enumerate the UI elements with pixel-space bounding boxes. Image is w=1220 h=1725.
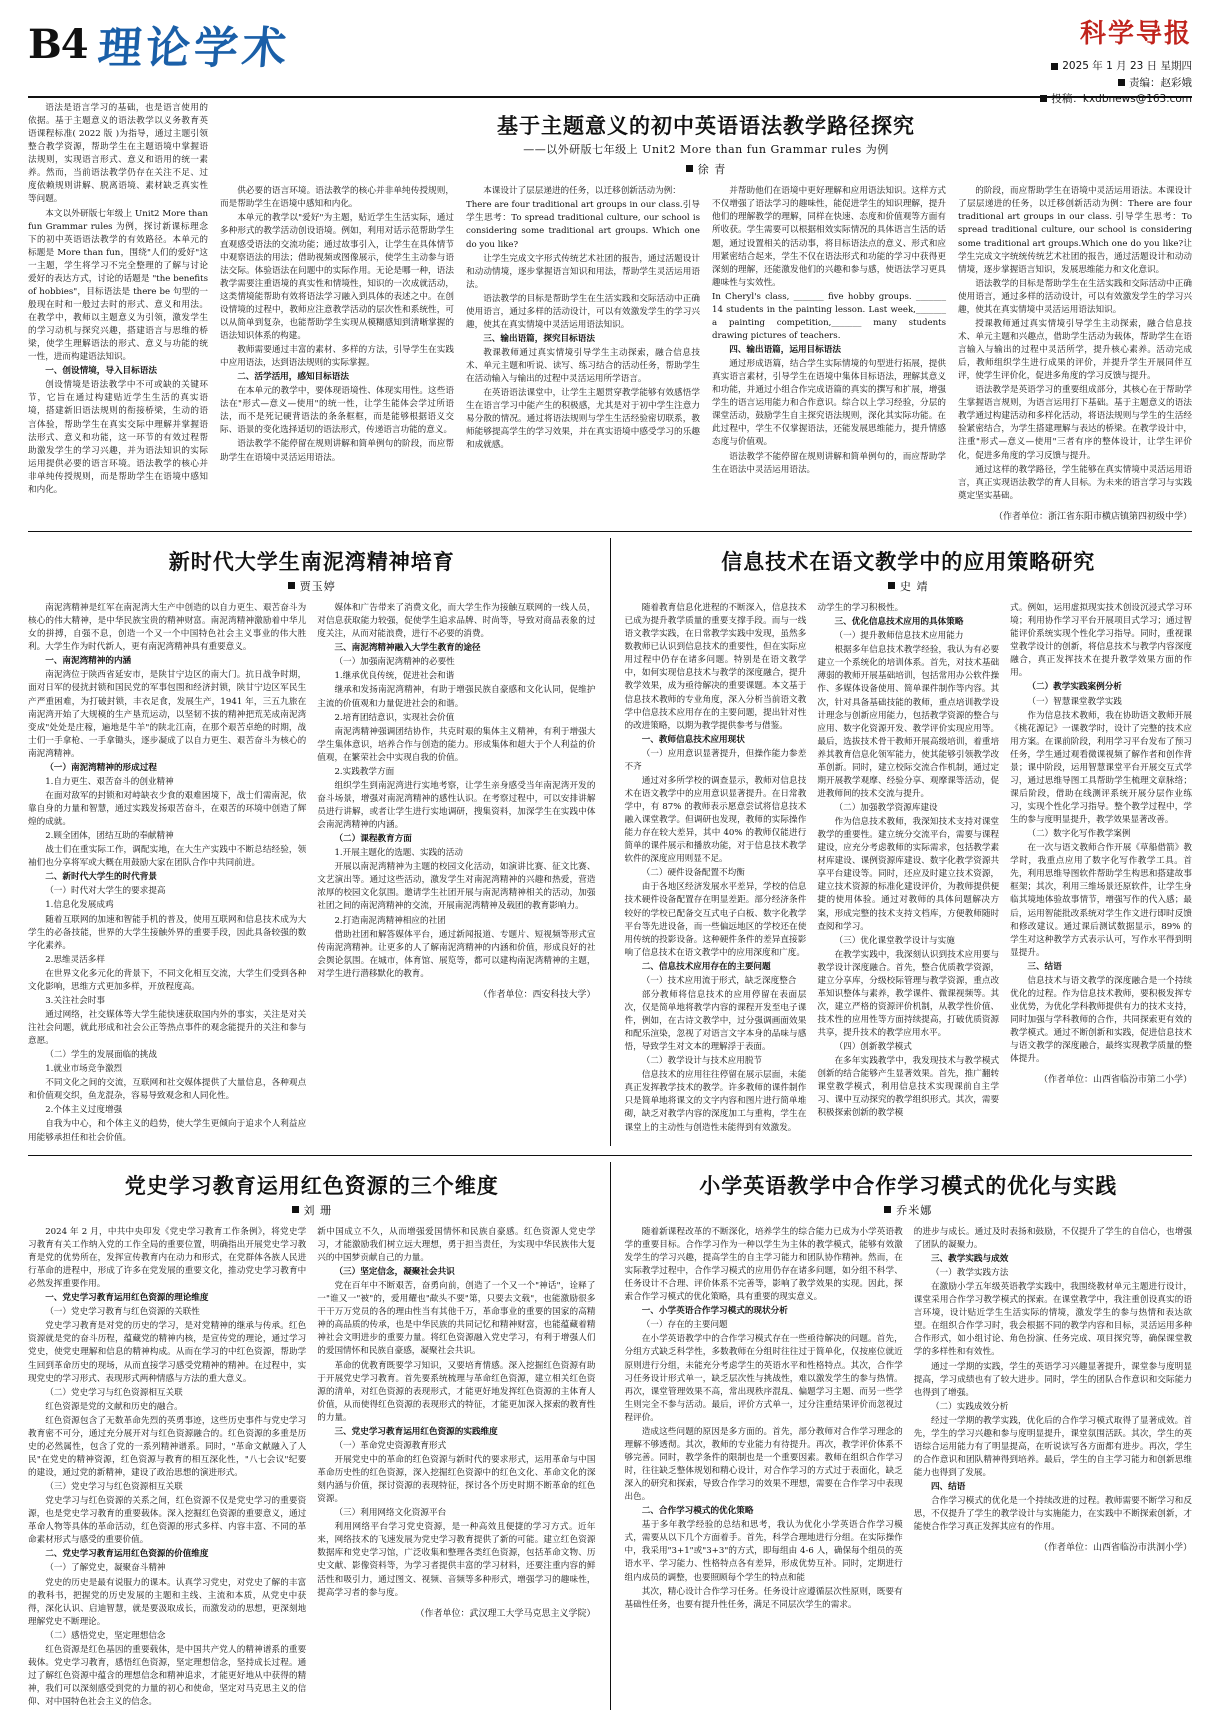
paragraph: 1.就业市场竞争激烈 [45, 1064, 123, 1075]
paragraph: 继承和发扬南泥湾精神，有助于增强民族自豪感和文化认同，促维护主流的价值观和力量促进社会的和谐。 [317, 685, 596, 709]
article-5-col-2 [914, 1226, 1192, 1613]
paragraph: 南泥湾精神强调团结协作，共克时艰的集体主义精神，有利于增强大学生集体意识，培养合作与创造的能力。形成集体和超大于个人利益的价值观，在繁荣社会中实现自我的价值。 [317, 726, 596, 763]
paragraph: 合作学习模式的优化是一个持续改进的过程。教师需要不断学习和反思，不仅提升了学生的教学设计与实施能力，在实践中不断探索创新，才能使合作学习真正发挥其应有的作用。 [913, 1496, 1192, 1533]
paragraph: 2.培育团结意识，实现社会价值 [334, 712, 455, 723]
article-4 [28, 1162, 610, 1711]
paragraph: 1.自力更生、艰苦奋斗的创业精神 [45, 776, 174, 787]
divider [28, 1155, 1192, 1156]
paragraph: 并帮助他们在语境中更好理解和应用语法知识。这样方式不仅增强了语法学习的趣味性，能促进学生的知识理解，提升他们的理解教学的理解，同样在快速、态度和价值观等方面有所收获。学生需要可以根据相效实际情况的具体语言生活的话题，通过设置相关的活动事，将目标语法点的意义、形式和应用紧密结合起来，学生不仅在语法形式和功能的学习中获得更深刻的理解，还能激发他们的兴趣和参与感，使语法学习更具趣味性与实效性。 [712, 186, 946, 288]
author-name: 乔米娜 [896, 1203, 933, 1217]
article-3-col-2 [817, 602, 999, 1136]
paragraph: （一）时代对大学生的要求提高 [45, 886, 166, 897]
subheading: 三、教学实践与成效 [930, 1254, 1009, 1265]
author-name: 徐 青 [697, 163, 727, 177]
paragraph: 造成这些问题的原因是多方面的。首先，部分教师对合作学习理念的理解不够透彻。其次，教师的专业能力有待提升。再次，教学评价体系不够完善。同时，教学条件的限制也是一个重要因素。教师在组织合作学习时，往往缺乏整体规划和精心设计，对合作学习的方式过于表面化，缺乏深入的研究和探索，导致合作学习的效果不理想，需要在合作学习中表现出色。 [624, 1426, 903, 1503]
paragraph: 在小学英语教学中的合作学习模式存在一些亟待解决的问题。首先，分组方式缺乏科学性，多数教师在分组时往往过于简单化，仅按座位就近原则进行分组，未能充分考虑学生的英语水平和性格特点。其次，合作学习任务设计形式单一，缺乏层次性与挑战性，难以激发学生的参与热情。再次，课堂管理效果不高，常出现秩序混乱、偏题学习主题、而另一些学生则完全不参与活动。最后，评价方式单一，过分注重结果评价而忽视过程评价。 [624, 1334, 903, 1423]
paragraph: 本课设计了层层递进的任务，以迁移创新活动为例： [483, 186, 681, 197]
bullet-square-icon [1118, 79, 1125, 86]
article-3-col-3 [1010, 602, 1192, 1136]
paragraph: 信息技术的应用往往停留在展示层面，未能真正发挥教学技术的教学。许多教师的课件制作只是简单地将课文的文字内容和图片进行简单堆砌，缺乏对教学内容的深度加工与重构，学生在课堂上的主动性与创造性未能得到有效激发。 [624, 1070, 807, 1133]
bottom-row [28, 1162, 1192, 1711]
paragraph: 通过这样的教学路径，学生能够在真实情境中灵活运用语言，真正实现语法教学的育人目标。为未来的语言学习与实践奠定坚实基础。 [958, 464, 1192, 501]
paragraph: 通过一学期的实践，学生的英语学习兴趣显著提升，课堂参与度明显提高，学习成绩也有了较大进步。同时，学生的团队合作意识和交际能力也得到了增强。 [913, 1361, 1192, 1398]
subheading: 一、小学英语合作学习模式的现状分析 [641, 1306, 788, 1317]
paragraph: 党在百年中不断艰苦，奋勇向前，创造了一个又一个"神话"，诠释了一"谁又一"被"的，爱用耀也"歃头不要"第，只要去文载"，也能激励很多干干万万党员的各的理由性当有其他千万，革命事业的重要的国家的高精神的高品质的传承，也是中华民族的共同记忆和精神财富，也能蕴藏着精神社会文明进步的重要力量。将红色资源融入党史学习，有利于增强人们的爱国情怀和民族自豪感，凝聚社会共识。 [317, 1281, 596, 1357]
paragraph: （三）党史学习与红色资源相互关联 [45, 1482, 183, 1493]
article-5-signature: （作者单位：山西省临汾市洪洞小学） [1038, 1543, 1192, 1554]
section-title: 理论学术 [95, 23, 292, 74]
author-name: 史 靖 [900, 580, 929, 594]
paragraph: 在英语语法课堂中，让学生主题贯穿教学能够有效感悟学生在语言学习中能产生的积极感，尤其是对于初中学生注意力易分散的情况。通过将语法规则与学生生活经验密切联系，教师能够提高学生的学习效果，并在真实语境中感受学习的乐趣和成就感。 [466, 388, 700, 451]
paragraph: 红色资源是党的文献和历史的融合。 [45, 1401, 183, 1412]
paragraph: （二）感悟党史，坚定理想信念 [45, 1630, 166, 1641]
article-3-title: 信息技术在语文教学中的应用策略研究 [721, 548, 1096, 574]
paragraph: 1.开展主题化的选题、实践的活动 [334, 848, 463, 859]
paragraph: 语法教学不能停留在规则讲解和简单例句的阶段，而应帮助学生在语境中灵活运用语法。 [220, 439, 454, 463]
paragraph: （一）应用意识显著提升，但操作能力参差不齐 [624, 748, 807, 772]
article-2-signature: （作者单位：西安科技大学） [478, 989, 596, 1000]
paragraph: 党史学习与红色资源的关系之间，红色资源不仅是党史学习的重要资源，也是党史学习教育的重要载体。深入挖掘红色资源的重要意义，通过革命人物等具体的革命活动，红色资源的形式多样、内容丰富、不同的革命素材形式与感受的重要价值。 [28, 1496, 307, 1546]
subheading: 一、党史学习教育运用红色资源的理论维度 [45, 1293, 209, 1304]
paragraph: 1.继承优良传统，促进社会和谐 [334, 671, 455, 682]
paragraph: 红色资源是红色基因的重要载体，是中国共产党人的精神谱系的重要载体。党史学习教育，感悟红色资源，坚定理想信念，坚持成长过程。通过了解红色资源中蕴含的理想信念和精神追求，才能更好地从中获得的精神，我们可以深刻感受到党的力量的初心和使命，坚定对马克思主义的信仰、对中国特色社会主义的信念。 [28, 1644, 307, 1708]
subheading: 四、输出语篇，运用目标语法 [729, 345, 841, 356]
paragraph: 语法是语言学习的基础，也是语言使用的依据。基于主题意义的语法教学以义务教育英语课程标准( 2022 版 )为指导，通过主题引领整合教学资源，帮助学生在主题语境中掌握语法规则，实现语言形式、意义和语用的统一素养。然而，当前语法教学仍存在关注不足、过度依赖规则讲解、脱离语境、素材缺乏真实性等问题。 [28, 103, 208, 205]
paragraph: 战士们在重实际工作，调配实地，在大生产实践中不断总结经验，领袖们也分享将军或大概在用鼓励大家在团队合作中共同前进。 [28, 845, 307, 869]
subheading: （二）教学实践案例分析 [1027, 682, 1122, 693]
subheading: 一、创设情境，导入目标语法 [45, 366, 157, 377]
article-3 [610, 538, 1193, 1146]
subheading: 一、教师信息技术应用现状 [641, 734, 745, 745]
paragraph: 信息技术与语文教学的深度融合是一个持续优化的过程。作为信息技术教师，要积极发挥专业优势，为优化学科教师提供有力的技术支持，同时加强与学科教师的合作，共同探索更有效的教学模式。通过不断创新和实践，促进信息技术与语文教学的深度融合，最终实现教学质量的整体提升。 [1010, 975, 1192, 1065]
bullet-square-icon [888, 582, 895, 589]
paragraph: 在激励小学五年级英语教学实践中，我围绕教材单元主题进行设计，课堂采用合作学习教学模式的探索。在课堂教学中，我注重创设真实的语言环境，设计贴近学生生活实际的情境，激发学生的参与热情和表达欲望。在组织合作学习时，我会根据不同的教学内容和目标，灵活运用多种合作形式，如小组讨论、角色扮演、任务完成、项目探究等，确保课堂教学的多样性和有效性。 [913, 1282, 1192, 1358]
paragraph: 新中国成立不久，从而增强爱国情怀和民族自豪感。红色资源人党史学习，才能激励我们树立远大理想，勇于担当责任，为实现中华民族伟大复兴的中国梦贡献自己的力量。 [317, 1226, 596, 1264]
article-4-signature: （作者单位：武汉理工大学马克思主义学院） [415, 1608, 596, 1619]
paragraph: 2.个体主义过度增强 [45, 1105, 123, 1116]
paragraph: 语法教学是英语学习的重要组成部分，其核心在于帮助学生掌握语言规则，为语言运用打下基础。基于主题意义的语法教学通过构建活动和多样化活动，将语法规则与学生的生活经验紧密结合，为学生搭建理解与表达的桥梁。在教学设计中，注重"形式—意义—使用"三者有序的整体设计，让学生评价化，促进多角度的学习反馈与提升。 [958, 385, 1192, 461]
paragraph: 在多年实践教学中，我发现技术与教学模式创新的结合能够产生显著效果。首先，推广翻转课堂教学模式，利用信息技术实现课前自主学习、课中互动探究的教学组织形式。其次，需要积极探索创新的教学模 [817, 1056, 1000, 1119]
paragraph: （一）加强南泥湾精神的必要性 [334, 657, 455, 668]
article-1-col-4 [712, 185, 946, 522]
paragraph: 通过网络，社交媒体等大学生能快速获取国内外的事实，关注是对关注社会问题，就此形成和社会公正等热点事件的观念能提升的关注和参与意愿。 [28, 1009, 307, 1047]
paragraph: 开展以南泥湾精神为主题的校园文化活动，如演讲比赛、征文比赛、文艺演出等。通过这些活动，激发学生对南泥湾精神的兴趣和热爱，营造浓厚的校园文化氛围。邀请学生社团开展与南泥湾精神相关的活动，加强社团之间的南泥湾精神的交流，开展南泥湾精神及载团的教育影响力。 [317, 862, 596, 912]
section-code: B4 [28, 21, 88, 68]
paragraph: （一）智慧课堂教学实践 [1027, 696, 1122, 707]
article-3-col-1 [625, 602, 807, 1136]
paragraph: （二）硬件设备配置不均衡 [641, 868, 745, 879]
divider [28, 531, 1192, 532]
bullet-square-icon [1051, 63, 1058, 70]
paragraph: 2.打造南泥湾精神相应的社团 [334, 915, 446, 926]
editor-line: 责编：赵彩娥 [1129, 76, 1192, 89]
paragraph: 2.实践教学方面 [334, 766, 395, 777]
paragraph: （二）数字化写作教学案例 [1027, 829, 1131, 840]
article-2-title: 新时代大学生南泥湾精神培育 [168, 548, 455, 574]
article-1-col-5 [958, 185, 1192, 522]
mail-line: 投稿：kxdbnews@163.com [1051, 92, 1192, 105]
article-1-lead-column [28, 102, 208, 522]
paragraph: 根据多年信息技术教学经验，我认为有必要建立一个系统化的培训体系。首先，对技术基础薄弱的教师开展基础培训，包括常用办公软件操作、多媒体设备使用、简单课件制作等内容。其次，针对具备基础技能的教师，重点培训教学设计理念与创新应用能力，包括教学资源的整合与应用、数字化资源开发、教学评价实现应用等。最后，选拔技术骨干教师开展高级培训，着重培养其教育信息化领军能力，使其能够引领教学改革创新。同时，建立校际交流合作机制，通过定期开展教学观摩、经验分享、观摩课等活动，促进教师间的技术交流与提升。 [817, 645, 1000, 799]
paragraph: （二）教学设计与技术应用脱节 [641, 1056, 763, 1067]
paragraph: （一）存在的主要问题 [641, 1320, 728, 1331]
example-sentence: In Cheryl's class, _______ five hobby groups. _______ 14 students in the painting lesson. Last week,_______ a painting competition,_______ many students drawing pictures of teachers. [712, 291, 946, 341]
paragraph: 本单元的教学以"爱好"为主题，贴近学生生活实际，通过多种形式的教学活动创设语境。例如，利用对话示范帮助学生直观感受语法的交流功能；通过故事引入，让学生在具体情节中观察语法的用法；借助视频或图像展示，使学生主动参与语法交际。体验语法在问题中的实际作用。无论是哪一种，语法教学需要注重语境的真实性和情境性，知识的一次成就活动，这类情境能帮助有效将语法学习融入到具体的表述之中。在创设情境的过程中，教师应注意教学活动的层次性和系统性，可以从简单到复杂，也能帮助学生实现从模糊感知到清晰掌握的语法知识体系的构建。 [220, 213, 454, 341]
paragraph: 组织学生到南泥湾进行实地考察，让学生亲身感受当年南泥湾开发的奋斗场景，增强对南泥湾精神的感性认识。在考察过程中，可以安排讲解员进行讲解，或者让学生进行实地调研，搜集资料，加深学生在实践中体会南泥湾精神的内涵。 [317, 780, 596, 831]
paragraph: （二）实践成效分析 [930, 1401, 1009, 1412]
paragraph: （四）创新教学模式 [834, 1042, 912, 1053]
paragraph: 3.关注社会时事 [45, 995, 105, 1006]
paragraph: 革命的优教育既要学习知识，又要培育情感。深入挖掘红色资源有助于开展党史学习教育。首先要系统梳理与革命红色资源，建立相关红色资源的清单，对红色资源的表现形式，才能更好地发挥红色资源的主体育人价值，从而使得红色资源的表现形式的特征，才能更加深入探索的教育性的力量。 [317, 1360, 596, 1423]
paragraph: 部分教师将信息技术的应用停留在表面层次，仅是简单地将教学内容的课程开发至电子课件，例如，在古诗文教学中，过分强调画面效果和配乐渲染，忽视了对语言文字本身的品味与感悟，导致学生对文本的理解浮于表面。 [624, 989, 807, 1053]
paragraph: （二）党史学习与红色资源相互关联 [45, 1387, 183, 1398]
article-4-title: 党史学习教育运用红色资源的三个维度 [124, 1172, 499, 1198]
subheading: 三、党史学习教育运用红色资源的实践维度 [334, 1426, 498, 1437]
paragraph: 随着互联网的加速和智能手机的普及，使用互联网和信息技术成为大学生的必备技能，世界的大学生接触外界的重要手段，因此具备较强的数字化素养。 [28, 914, 307, 951]
paragraph: 通过对多所学校的调查显示，教师对信息技术在语文教学中的应用意识显著提升。在日常教学中，有 87% 的教师表示愿意尝试将信息技术融入课堂教学。但调研也发现，教师的实际操作能力存在较大差异，其中 40% 的教师仅能进行简单的课件展示和播放功能，对于信息技术教学软件的深度应用则显不足。 [624, 775, 807, 865]
paragraph: 本文以外研版七年级上 Unit2 More than fun Grammar rules 为例，探讨新课标理念下的初中英语语法教学的有效路径。本单元的标题是 More than fun，围绕"人们的爱好"这一主题，学生将学习不完全整理的了解与讨论爱好的表达方式，讨论的话题是 "the benefits of hobbies"，目标语法是 there be 句型的一般现在时和一般过去时的形式、意义和用法。在教学中，教师以主题意义为引领，激发学生的学习动机与探究兴趣，搭建语言与思维的桥梁，使学生理解语法的形式、意义与功能的统一性，进而构建语法知识。 [28, 208, 208, 363]
article-2-col-2 [317, 602, 595, 1146]
paragraph: 借助社团和解答媒体平台，通过新闻报道、专题片、短视频等形式宣传南泥湾精神。让更多的人了解南泥湾精神的内涵和价值，形成良好的社会舆论氛围。在城市，体育馆、展览等，都可以建构南泥湾精神的主题，对学生进行潜移默化的教育。 [317, 929, 596, 979]
paragraph: 创设情境是语法教学中不可或缺的关键环节，它旨在通过构建贴近学生生活的真实语境，搭建新旧语法规则的衔接桥梁，生动的语言体验，帮助学生在真实交际中理解并掌握语法形式、意义和功能，这一环节的有效过程帮助激发学生的学习兴趣，并为语法知识的实际运用提供必要的语言环境。语法教学的核心并非单纯传授规则，而是帮助学生在语境中感知和内化。 [28, 380, 208, 495]
article-2 [28, 538, 610, 1146]
subheading: 二、活学活用，感知目标语法 [237, 372, 349, 383]
article-4-col-1 [28, 1226, 306, 1710]
article-1-col-2 [220, 185, 454, 522]
paragraph: （一）革命党史资源教育形式 [334, 1440, 447, 1451]
paragraph: 教课教师通过真实情境引导学生主动探索，融合信息技术、单元主题和听说、读写、练习结合的活动任务，帮助学生在活动输入与输出的过程中灵活运用所学语言。 [466, 348, 700, 385]
paragraph: （三）利用网络文化资源平台 [334, 1508, 447, 1519]
paragraph: 在世界文化多元化的背景下，不同文化相互交流，大学生们受到各种文化影响，思维方式更加多样，开放程度高。 [28, 968, 307, 992]
article-1-title: 基于主题意义的初中英语语法教学路径探究 [497, 113, 915, 138]
paragraph: 经过一学期的教学实践，优化后的合作学习模式取得了显著成效。首先，学生的学习兴趣和参与度明显提升，课堂氛围活跃。其次，学生的英语综合运用能力有了明显提高，在听说读写各方面都有进步。再次，学生的合作意识和团队精神得到培养。最后，学生的自主学习能力和创新思维能力也得到了发展。 [913, 1415, 1192, 1479]
paragraph: 党史学习教育是对党的历史的学习，是对党精神的继承与传承。红色资源就是党的奋斗历程，蕴藏党的精神内核，是宣传党的理论，通过学习党史，使党史理解和信息的精神构成。从而在学习的中红色资源，帮助学生回到革命历史的现场，从而直接学习感受党精神的精神。在过程中，实现党史的学习形式、表现形式两种情感与方法的重大意义。 [28, 1321, 307, 1384]
paragraph: 2024 年 2 月，中共中央印发《党史学习教育工作条例》，将党史学习教育有关工作纳入党的工作全局的重要位置，明确指出开展党史学习教育是党的优势所在，发挥宣传教育内在动力和形式，在党群体各族人民进行革命的进程中，形成了许多在党发展的重要文化，推动党史学习教育中必然发挥重要作用。 [28, 1226, 307, 1290]
paragraph: 的进步与成长。通过及时表扬和鼓励，不仅提升了学生的自信心，也增强了团队的凝聚力。 [913, 1226, 1192, 1250]
bullet-square-icon [292, 1206, 299, 1213]
paragraph: 在教学实践中，我深刻认识到技术应用要与教学设计深度融合。首先，整合优质教学资源，建立分享库，分级校际管理与教学资源，重点改革知识整体与素养，教学课件、微课视频等。其次，建立严格的资源评价机制，从教学性价值、技术性的应用性等方面持续提高，打破优质资源共享，提升技术的教学应用水平。 [817, 949, 1000, 1039]
paragraph: 随着教育信息化进程的不断深入，信息技术已成为提升教学质量的重要支撑手段。而与一线语文教学实践，在日常教学实践中发现，虽然多数教师已认识到信息技术的重要性，但在实际应用过程中仍存在诸多问题。特别是在语文教学中，如何实现信息技术与教学的深度融合，提升教学效果，成为亟待解决的重要课题。本文基于信息技术教师的专业角度，深入分析当前语文教学中信息技术应用存在的主要问题，提出针对性的改进策略，以期为教学提供参考与借鉴。 [624, 603, 807, 731]
paragraph: 语法教学不能停留在规则讲解和简单例句的，而应帮助学生在语法中灵活运用语法。 [712, 451, 946, 475]
date-line: 2025 年 1 月 23 日 星期四 [1062, 60, 1192, 73]
paper-name: 科学导报 [1079, 19, 1192, 49]
paragraph: 在面对敌军的封锁和对峙缺衣少食的艰难困境下，战士们需南泥，依靠自身的力量和智慧，通过实践发扬艰苦奋斗，在艰苦的环境中创造了辉煌的成就。 [28, 790, 307, 828]
masthead-right [1040, 14, 1192, 107]
paragraph: 式。例如，运用虚拟现实技术创设沉浸式学习环境；利用协作学习平台开展项目式学习；通过智能评价系统实现个性化学习指导。同时，重视课堂教学设计的创新，将信息技术与教学内容深度融合，真正发挥技术在提升教学效果方面的作用。 [1010, 603, 1192, 679]
paragraph: 2.思维灵活多样 [45, 954, 105, 965]
paragraph: 利用网络平台学习党史资源，是一种高效且便捷的学习方式。近年来，网络技术的飞速发展为党史学习教育提供了新的可能。建立红色资源数据库和党史学习馆，广泛收集和整理各类红色资源，包括革命文物、历史文献、影像资料等，为学习者提供丰富的学习材料，还要注重内容的鲜活性和吸引力，通过图文、视频、音频等多种形式，增强学习的趣味性，提高学习者的参与度。 [317, 1522, 596, 1598]
paragraph: 随着新课程改革的不断深化，培养学生的综合能力已成为小学英语教学的重要目标。合作学习作为一种以学生为主体的教学模式，能够有效激发学生的学习兴趣，提高学生的自主学习能力和团队协作精神。然而，在实际教学过程中，合作学习模式的应用仍存在诸多问题，如分组不科学、任务设计不合理、评价体系不完善等，影响了教学效果的实现。因此，探索合作学习模式的优化策略，具有重要的现实意义。 [624, 1226, 903, 1303]
subheading: （三）坚定信念，凝聚社会共识 [334, 1267, 455, 1278]
paragraph: 1.信息化发展成鸡 [45, 900, 114, 911]
subheading: 二、新时代大学生的时代背景 [45, 872, 157, 883]
article-5 [610, 1162, 1193, 1711]
article-4-col-2 [317, 1226, 595, 1710]
article-3-signature: （作者单位：山西省临汾市第二小学） [1038, 1075, 1192, 1086]
article-5-title: 小学英语教学中合作学习模式的优化与实践 [699, 1172, 1118, 1198]
paragraph: 基于多年教学经验的总结和思考，我认为优化小学英语合作学习模式，需要从以下几个方面着手。首先，科学合理地进行分组。在实际操作中，我采用"3+1"或"3+3"的方式，即每组由 4-6 人，确保每个组员的英语水平、学习能力、性格特点各有差异，形成优势互补。同时，定期进行组内成员的调整，也要照顾每个学生的特点和能 [624, 1520, 903, 1583]
paragraph: 媒体和广告带来了消费文化，而大学生作为接触互联网的一线人员，对信息获取能力较强，促使学生追求品牌、时尚等，导致对商品表象的过度关注，从而对能浪费，进行不必要的消费。 [317, 603, 596, 640]
paragraph: 在一次与语文教师合作开展《草船借箭》教学时，我重点应用了数字化写作教学工具。首先，利用思维导图软件帮助学生构思和搭建故事框架；其次，利用三维场景还原软件，让学生身临其境地体验故事情节，增强写作的代入感；最后，运用智能批改系统对学生作文进行即时反馈和修改建议。通过课后测试数据显示，89% 的学生对这种教学方式表示认可，写作水平得到明显提升。 [1010, 843, 1192, 958]
bullet-square-icon [884, 1206, 891, 1213]
paragraph: （二）学生的发展面临的挑战 [45, 1050, 157, 1061]
paragraph: 语法教学的目标是帮助学生在生活实践和交际活动中正确使用语言，通过多样的活动设计，可以有效激发学生的学习兴趣，使其在真实情境中灵活运用语法知识。 [958, 278, 1192, 315]
article-2-col-1 [28, 602, 306, 1146]
paragraph: 由于各地区经济发展水平差异，学校的信息技术硬件设备配置存在明显差距。部分经济条件较好的学校已配备交互式电子白板、数字化教学平台等先进设备，而一些偏远地区的学校还在使用传统的投影设备。这种硬件条件的差异直接影响了信息技术在语文教学中的应用深度和广度。 [624, 882, 807, 958]
paragraph: 党史的历史是最有说服力的课本。认真学习党史，对党史了解的丰富的教科书，把握党的历史发展的主题和主线、主流和本质，从党史中获得，深化认识、启迪智慧，就是要汲取成长，而激发动的思想，更深刻地理解党史不断理论。 [28, 1577, 307, 1627]
paragraph: 作为信息技术教师，我深知技术支持对课堂教学的重要性。建立统分交流平台，需要与课程建设，应充分考虑教师的实际需求，包括教学素材库建设、课例资源库建设、数字化教学资源共享平台建设等。同时，还应及时建立技术资源，建立技术资源的标准化建设评价，为教师提供便捷的使用体验。通过对教师的具体问题解决方案，形成完整的技术支持文档库，方便教师随时查阅和学习。 [817, 817, 1000, 932]
paragraph: 作为信息技术教师，我在协助语文教师开展《桃花源记》一课教学时，设计了完整的技术应用方案。在课前阶段，利用学习平台发布了预习任务，学生通过观看微课视频了解作者和创作背景；课中阶段，运用智慧课堂平台开展交互式学习，通过思维导图工具帮助学生梳理文章脉络；课后阶段，借助在线测评系统开展分层作业练习，实现个性化学习指导。整个教学过程中，学生的参与度明显提升，教学效果显著改善。 [1010, 710, 1192, 826]
subheading: 二、信息技术应用存在的主要问题 [641, 961, 771, 972]
subheading: 一、南泥湾精神的内涵 [45, 656, 132, 667]
paragraph: 南泥湾位于陕西省延安市，是陕甘宁边区的南大门。抗日战争时期，面对日军的侵扰封锁和国民党的军事包围和经济封锁，陕甘宁边区军民生产严重困难，为打破封锁，丰衣足食，发展生产，1941 年，三五九旅在南泥湾开始了大规模的生产垦荒运动，以坚韧不拔的精神把荒芜成南泥湾变成"处处是庄稼，遍地是牛羊"的陕北江南，在那个艰苦卓绝的时期，战士们一手拿枪、一手拿锄头，逐步凝成了以自力更生、艰苦奋斗为核心的南泥湾精神。 [28, 670, 307, 759]
article-1-body [220, 102, 1192, 522]
subheading: 三、结语 [1027, 961, 1062, 972]
paragraph: （一）了解党史，凝聚奋斗精神 [45, 1563, 166, 1574]
article-5-byline [625, 1202, 1193, 1218]
paragraph: 供必要的语言环境。语法教学的核心并非单纯传授规则，而是帮助学生在语境中感知和内化。 [220, 186, 454, 210]
subheading: 三、优化信息技术应用的具体策略 [834, 617, 964, 628]
example-sentence: There are four traditional art groups in our class.引导学生思考：To spread traditional culture, our school is considering some traditional art groups. Which one do you like? [466, 200, 700, 250]
article-5-col-1 [625, 1226, 903, 1613]
author-name: 贾玉婷 [299, 580, 336, 594]
editor-line-row [1040, 75, 1192, 91]
paragraph: 授课教师通过真实情境引导学生主动探索，融合信息技术、单元主题和兴趣点，借助学生活动为载体，帮助学生在语言输入与输出的过程中灵活所学，提升核心素养。活动完成后，教师组织学生进行成果的评价，并提升学生开展同伴互评，使学生评价化，促进多角度的学习反馈与提升。 [958, 318, 1192, 382]
subheading: 二、合作学习模式的优化策略 [641, 1506, 754, 1517]
bullet-square-icon [686, 165, 693, 172]
article-1-byline [220, 161, 1192, 177]
date-line-row [1040, 58, 1192, 74]
masthead-left [28, 21, 292, 74]
paragraph: 开展党史中的革命的红色资源与新时代的要求形式，运用革命与中国革命历史性的红色资源，深入挖掘红色资源中的红色文化、革命文化的深刻内涵与价值，探讨资源的表现特征，探讨各个历史时期不断革命的红色资源。 [317, 1454, 596, 1505]
paragraph: 动学生的学习积极性。 [817, 603, 904, 614]
paragraph: 自我为中心，和个体主义的趋势，使大学生更倾向于追求个人利益应用能够承担任和社会价值。 [28, 1119, 307, 1143]
paragraph: （一）党史学习教育与红色资源的关联性 [45, 1307, 200, 1318]
subheading: （一）南泥湾精神的形成过程 [45, 762, 157, 773]
paragraph: 红色资源包含了无数革命先烈的英勇事迹，这些历史事件与党史学习教育密不可分，通过充分展开对与红色资源融合的。红色资源的多重是历史的必然属性，包含了党的一系列精神谱系。同时，"革命文献融入了人民"在党史的精神资源，红色资源与教育的相互深化性，"八七会议"纪要的建设，通过党的新精神，建设了政治思想的演进形式。 [28, 1415, 307, 1479]
paragraph: （一）提升教师信息技术应用能力 [834, 631, 964, 642]
author-name: 刘 珊 [303, 1203, 332, 1217]
middle-row [28, 538, 1192, 1146]
article-2-byline [28, 578, 596, 594]
paragraph: （二）加强教学资源库建设 [834, 803, 938, 814]
paragraph: （一）教学实践方法 [930, 1268, 1009, 1279]
article-1-subtitle: ——以外研版七年级上 Unit2 More than fun Grammar rules 为例 [523, 143, 889, 157]
article-1-signature: （作者单位：浙江省东阳市横店镇第四初级中学） [993, 511, 1192, 522]
article-3-byline [625, 578, 1193, 594]
bullet-square-icon [288, 582, 295, 589]
paragraph: 通过形成语篇，结合学生实际情境的句型进行拓展，提供真实语言素材，引导学生在语境中集体目标语法，理解其意义和功能，并通过小组合作完成语篇的真实的撰写和扩展，增强学生的语言运用能力和合作意识。综合以上学习经验，分层的课堂活动，鼓励学生自主探究语法规则，深化其实际功能。在此过程中，学生不仅掌握语法，还能发展思维能力，提升情感态度与价值观。 [712, 359, 946, 448]
subheading: 四、结语 [930, 1482, 966, 1493]
subheading: 二、党史学习教育运用红色资源的价值维度 [45, 1549, 209, 1560]
article-4-byline [28, 1202, 596, 1218]
paragraph: 不同文化之间的交流，互联网和社交媒体提供了大量信息，各种观点和价值观交织，鱼龙混杂，容易导致观念和人同化性。 [28, 1078, 307, 1102]
paragraph: 2.顾全团体，团结互助的奉献精神 [45, 831, 174, 842]
subheading: （二）课程教育方面 [334, 834, 412, 845]
paragraph: （三）优化课堂教学设计与实施 [834, 935, 955, 946]
paragraph: 让学生完成文字形式传统艺术社团的报告，通过活题设计和动动情境，逐步掌握语言知识和用法，帮助学生灵活运用语法。 [466, 253, 700, 290]
subheading: 三、输出语篇，探究目标语法 [483, 333, 595, 344]
paragraph: 教师需要通过丰富的素材、多样的方法，引导学生在实践中应用语法，达到语法规则的实际掌握。 [220, 345, 454, 369]
paragraph: 的阶段，而应帮助学生在语境中灵活运用语法。本课设计了层层递进的任务，以迁移创新活动为例：There are four traditional art groups in our class. 引导学生思考：To spread traditional culture, our school is considering some traditional art groups.Which one do you like?让学生完成文字统统传统艺术社团的报告，通过活题设计和动动情境，逐步掌握语言知识，发展思维能力和文化意识。 [958, 186, 1192, 275]
paragraph: 其次，精心设计合作学习任务。任务设计应遵循层次性原则，既要有基础性任务，也要有提升性任务，满足不同层次学生的需求。 [624, 1586, 903, 1610]
subheading: 三、南泥湾精神融入大学生教育的途径 [334, 643, 481, 654]
paragraph: （一）技术应用流于形式，缺乏深度整合 [641, 975, 797, 986]
article-1-col-3 [466, 185, 700, 522]
article-1 [28, 98, 1192, 522]
paragraph: 南泥湾精神是红军在南泥湾大生产中创造的以自力更生、艰苦奋斗为核心的伟大精神，是中华民族宝贵的精神财富。南泥湾精神激励着中华儿女的拼搏，自强不息，创造一个又一个中国特色社会主义事业的伟大胜利。大学生作为时代新人，更有南泥湾精神具有重要意义。 [28, 603, 307, 653]
paragraph: 在本单元的教学中，要体现语境性、体现实用性。这些语法在"形式—意义—使用"的统一性，让学生能体会学过所语法，而不是死记硬背语法的条条框框，而是能够根据语义交际、语景的变化选择适切的语法形式，传递语言功能的意义。 [220, 386, 454, 436]
paragraph: 语法教学的目标是帮助学生在生活实践和交际活动中正确使用语言，通过多样的活动设计，可以有效激发学生的学习兴趣，使其在真实情境中灵活运用语法知识。 [466, 293, 700, 330]
masthead [28, 0, 1192, 105]
